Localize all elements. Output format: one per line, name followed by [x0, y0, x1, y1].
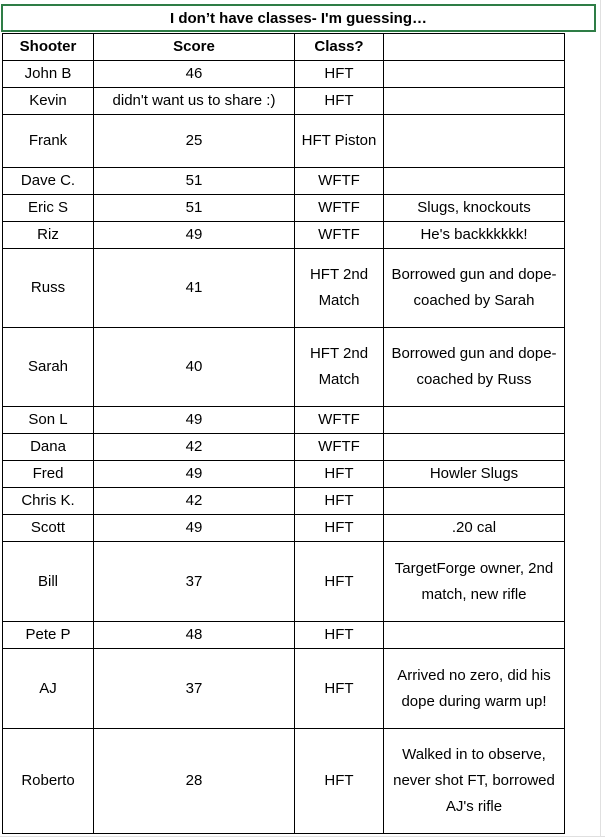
sheet-title: I don’t have classes- I'm guessing…: [170, 9, 427, 27]
class-cell[interactable]: HFT: [295, 88, 384, 115]
note-cell[interactable]: [384, 488, 565, 515]
score-cell[interactable]: 42: [94, 488, 295, 515]
table-row: [3, 88, 565, 115]
score-cell[interactable]: 40: [94, 328, 295, 407]
table-row: [3, 649, 565, 729]
table-row: [3, 115, 565, 168]
class-cell[interactable]: HFT: [295, 488, 384, 515]
shooter-cell[interactable]: Eric S: [3, 195, 94, 222]
note-cell[interactable]: [384, 88, 565, 115]
class-cell[interactable]: WFTF: [295, 222, 384, 249]
note-cell[interactable]: [384, 168, 565, 195]
note-cell[interactable]: [384, 434, 565, 461]
note-cell[interactable]: [384, 115, 565, 168]
class-cell[interactable]: HFT: [295, 729, 384, 834]
note-cell[interactable]: [384, 407, 565, 434]
note-cell[interactable]: Howler Slugs: [384, 461, 565, 488]
score-cell[interactable]: 51: [94, 168, 295, 195]
class-cell[interactable]: HFT 2nd Match: [295, 328, 384, 407]
class-cell[interactable]: WFTF: [295, 168, 384, 195]
table-row: [3, 461, 565, 488]
table-row: [3, 222, 565, 249]
shooter-cell[interactable]: Scott: [3, 515, 94, 542]
score-cell[interactable]: 49: [94, 407, 295, 434]
score-cell[interactable]: 37: [94, 649, 295, 729]
score-cell[interactable]: 49: [94, 461, 295, 488]
note-cell[interactable]: .20 cal: [384, 515, 565, 542]
class-cell[interactable]: HFT 2nd Match: [295, 249, 384, 328]
gridline: [600, 0, 601, 837]
table-row: [3, 729, 565, 834]
shooter-cell[interactable]: Bill: [3, 542, 94, 622]
shooter-cell[interactable]: Riz: [3, 222, 94, 249]
note-cell[interactable]: TargetForge owner, 2nd match, new rifle: [384, 542, 565, 622]
table-row: [3, 488, 565, 515]
note-cell[interactable]: Arrived no zero, did his dope during warm up!: [384, 649, 565, 729]
score-cell[interactable]: 48: [94, 622, 295, 649]
note-cell[interactable]: Borrowed gun and dope- coached by Russ: [384, 328, 565, 407]
shooter-cell[interactable]: AJ: [3, 649, 94, 729]
title-cell[interactable]: [1, 4, 596, 32]
shooter-cell[interactable]: Frank: [3, 115, 94, 168]
class-cell[interactable]: WFTF: [295, 195, 384, 222]
shooter-cell[interactable]: Russ: [3, 249, 94, 328]
note-cell[interactable]: [384, 61, 565, 88]
score-cell[interactable]: 49: [94, 222, 295, 249]
header-score[interactable]: Score: [94, 34, 295, 61]
table-row: [3, 195, 565, 222]
score-cell[interactable]: 37: [94, 542, 295, 622]
score-cell[interactable]: 42: [94, 434, 295, 461]
class-cell[interactable]: HFT: [295, 649, 384, 729]
score-cell[interactable]: 25: [94, 115, 295, 168]
table-row: [3, 515, 565, 542]
shooter-cell[interactable]: Pete P: [3, 622, 94, 649]
header-shooter[interactable]: Shooter: [3, 34, 94, 61]
shooter-cell[interactable]: Roberto: [3, 729, 94, 834]
class-cell[interactable]: HFT: [295, 515, 384, 542]
class-cell[interactable]: WFTF: [295, 407, 384, 434]
score-cell[interactable]: 46: [94, 61, 295, 88]
score-cell[interactable]: 49: [94, 515, 295, 542]
shooter-cell[interactable]: Sarah: [3, 328, 94, 407]
class-cell[interactable]: HFT: [295, 542, 384, 622]
class-cell[interactable]: HFT: [295, 461, 384, 488]
shooter-cell[interactable]: Son L: [3, 407, 94, 434]
header-row: [3, 34, 565, 61]
table-row: [3, 61, 565, 88]
header-notes[interactable]: [384, 34, 565, 61]
note-cell[interactable]: [384, 622, 565, 649]
score-cell[interactable]: 51: [94, 195, 295, 222]
table-body: [3, 61, 565, 834]
score-cell[interactable]: didn't want us to share :): [94, 88, 295, 115]
note-cell[interactable]: Borrowed gun and dope- coached by Sarah: [384, 249, 565, 328]
table-row: [3, 542, 565, 622]
table-row: [3, 168, 565, 195]
note-cell[interactable]: He's backkkkkk!: [384, 222, 565, 249]
shooter-cell[interactable]: Dana: [3, 434, 94, 461]
class-cell[interactable]: HFT: [295, 622, 384, 649]
table-row: [3, 407, 565, 434]
table-row: [3, 249, 565, 328]
score-cell[interactable]: 41: [94, 249, 295, 328]
shooter-cell[interactable]: Chris K.: [3, 488, 94, 515]
shooter-cell[interactable]: John B: [3, 61, 94, 88]
shooter-cell[interactable]: Fred: [3, 461, 94, 488]
table-row: [3, 434, 565, 461]
note-cell[interactable]: Walked in to observe, never shot FT, borrowed AJ's rifle: [384, 729, 565, 834]
class-cell[interactable]: WFTF: [295, 434, 384, 461]
scores-table: [2, 33, 565, 834]
note-cell[interactable]: Slugs, knockouts: [384, 195, 565, 222]
class-cell[interactable]: HFT: [295, 61, 384, 88]
shooter-cell[interactable]: Dave C.: [3, 168, 94, 195]
class-cell[interactable]: HFT Piston: [295, 115, 384, 168]
score-cell[interactable]: 28: [94, 729, 295, 834]
header-class[interactable]: Class?: [295, 34, 384, 61]
shooter-cell[interactable]: Kevin: [3, 88, 94, 115]
table-row: [3, 328, 565, 407]
table-row: [3, 622, 565, 649]
